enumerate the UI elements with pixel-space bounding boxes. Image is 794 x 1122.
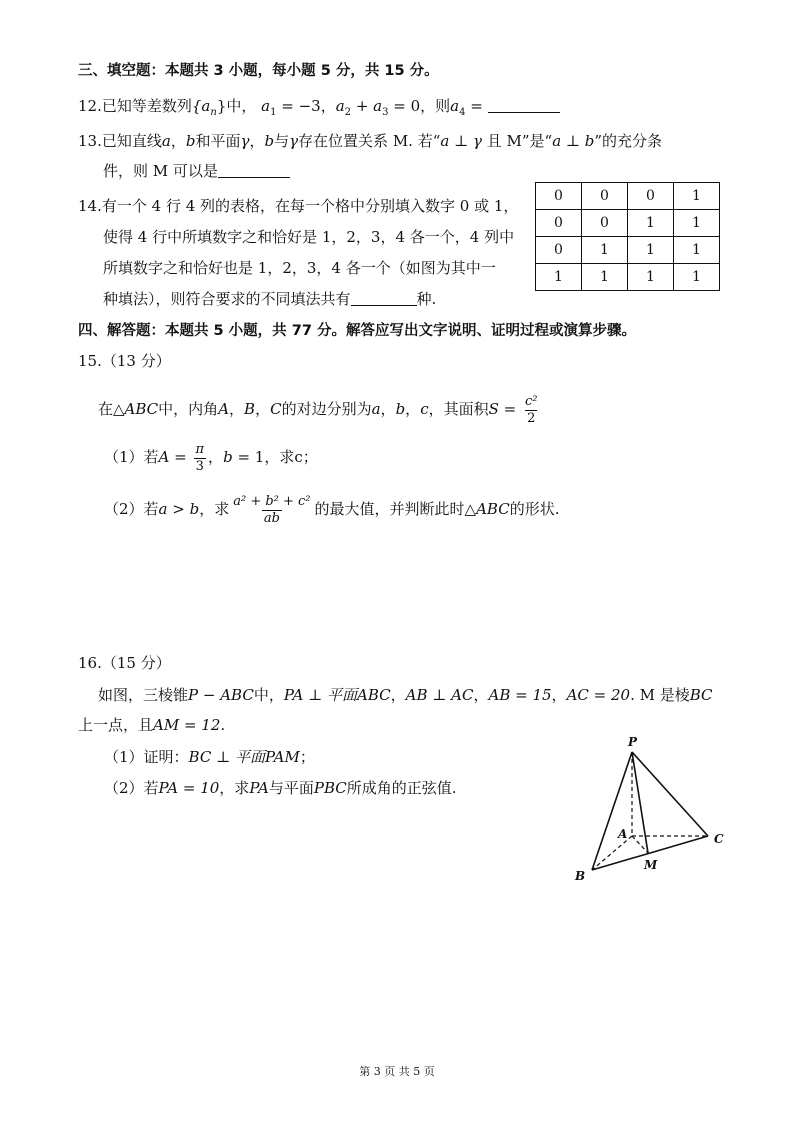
q15-intro <box>98 392 542 427</box>
table-cell: 1 <box>536 264 582 291</box>
q13-line-a: a <box>161 132 171 150</box>
q16-p1-label: （1）证明： <box>104 748 189 766</box>
q12-a4: a <box>450 97 460 115</box>
q15-part-2 <box>104 492 559 527</box>
table-cell: 1 <box>674 210 720 237</box>
q15-side-b: b <box>395 400 406 418</box>
q16-ab-15: AB = 15 <box>488 686 552 704</box>
vertex-label-a: A <box>618 827 628 841</box>
q16-pyramid-figure <box>565 730 745 890</box>
q15-p1-comma: ， <box>208 448 224 466</box>
q16-line-2 <box>78 714 225 736</box>
q15-side-a: a <box>371 400 381 418</box>
q16-comma: ， <box>473 686 489 704</box>
q13-text-f: 存在位置关系 M. 若“ <box>298 132 441 150</box>
q12-a2-sub: 2 <box>344 107 352 118</box>
q16-part-1 <box>104 746 315 768</box>
q15-p1-a: A <box>158 448 170 466</box>
section-4-header: 四、解答题：本题共 5 小题，共 77 分。解答应写出文字说明、证明过程或演算步骤。 <box>78 323 636 339</box>
q16-text-a: 如图，三棱锥 <box>98 686 189 704</box>
q12-seq-close: } <box>216 97 227 115</box>
q12-a1-eq: = −3， <box>276 97 336 115</box>
q16-am-12: AM = 12 <box>153 716 221 734</box>
q15-angle-c: C <box>270 400 282 418</box>
table-cell: 1 <box>674 183 720 210</box>
q12-text-2: 中， <box>226 97 257 115</box>
q12-a3-sub: 3 <box>382 107 389 118</box>
question-14-line-2: 使得 4 行中所填数字之和恰好是 1，2，3，4 各一个，4 列中 <box>103 228 515 246</box>
table-cell: 0 <box>582 210 628 237</box>
fraction-denominator: 3 <box>195 458 204 474</box>
q15-p1-tail: 求c； <box>279 448 318 466</box>
table-cell: 1 <box>582 237 628 264</box>
q12-a4-sub: 4 <box>459 107 466 118</box>
q16-period: . <box>220 716 226 734</box>
question-14-line-4 <box>103 288 436 310</box>
q15-p2-ask: ，求 <box>199 500 230 518</box>
q15-area-fraction <box>523 394 540 427</box>
q15-p1-fraction <box>194 442 207 475</box>
q15-comma: ， <box>380 400 396 418</box>
q12-a1-sub: 1 <box>270 107 277 118</box>
q15-side-c: c <box>420 400 429 418</box>
q16-ac-20: AC = 20 <box>566 686 631 704</box>
fraction-denominator: ab <box>263 510 280 526</box>
q15-p2-tail-2: 的形状. <box>509 500 560 518</box>
table-cell: 0 <box>628 183 674 210</box>
q15-comma: ， <box>405 400 421 418</box>
q14-answer-blank[interactable] <box>351 289 417 306</box>
q15-intro-b: 中，内角 <box>158 400 219 418</box>
q16-p1-end: ； <box>299 748 315 766</box>
q13-line-b: b <box>185 132 196 150</box>
table-cell: 1 <box>674 237 720 264</box>
fraction-numerator: a² + b² + c² <box>233 493 311 509</box>
q12-number: 12. <box>78 97 102 115</box>
q12-a3: a <box>373 97 383 115</box>
fraction-numerator: π <box>195 441 205 457</box>
q15-angle-a: A <box>218 400 230 418</box>
q15-part-1 <box>104 440 318 475</box>
q16-comma: ， <box>551 686 567 704</box>
q16-text-b: 中， <box>253 686 284 704</box>
q12-seq: {a <box>191 97 211 115</box>
table-cell: 0 <box>536 237 582 264</box>
q12-a1: a <box>261 97 271 115</box>
table-cell: 0 <box>536 183 582 210</box>
q12-eq: = <box>465 97 488 115</box>
q14-text-line-1: 有一个 4 行 4 列的表格，在每一个格中分别填入数字 0 或 1， <box>101 197 519 215</box>
q15-p1-b-eq: = 1， <box>232 448 280 466</box>
question-13-line-1 <box>78 130 662 152</box>
q15-triangle: △ABC <box>113 400 159 418</box>
q15-intro-a: 在 <box>98 400 114 418</box>
section-3-header: 三、填空题：本题共 3 小题，每小题 5 分，共 15 分。 <box>78 63 439 79</box>
question-13-line-2 <box>103 160 290 182</box>
q14-text-line-4: 种填法），则符合要求的不同填法共有 <box>103 290 351 308</box>
q13-text-g: 且 M”是“ <box>481 132 553 150</box>
q12-plus: + <box>351 97 374 115</box>
q13-text-b: ， <box>170 132 186 150</box>
edge-pb <box>592 752 632 870</box>
q13-text-h: ”的充分条 <box>594 132 663 150</box>
vertex-label-p: P <box>628 735 638 749</box>
q14-example-table <box>535 182 720 291</box>
q16-text-line-2: 上一点，且 <box>78 716 154 734</box>
q16-p2-pa-2: PA <box>249 779 269 797</box>
table-cell: 1 <box>674 264 720 291</box>
q15-angle-b: B <box>244 400 256 418</box>
q15-p2-triangle: △ABC <box>464 500 510 518</box>
q15-p2-label: （2）若 <box>104 500 159 518</box>
table-cell: 1 <box>582 264 628 291</box>
q12-eq0: = 0，则 <box>388 97 451 115</box>
q15-p1-b: b <box>223 448 233 466</box>
q13-text-d: ， <box>249 132 265 150</box>
q12-text: 已知等差数列 <box>101 97 192 115</box>
table-row <box>536 237 720 264</box>
q14-text-line-4-end: 种. <box>416 290 437 308</box>
q15-intro-d: ，其面积 <box>428 400 489 418</box>
q13-text-a: 已知直线 <box>101 132 162 150</box>
q13-number: 13. <box>78 132 102 150</box>
q12-answer-blank[interactable] <box>488 96 560 113</box>
table-row <box>536 264 720 291</box>
fraction-denominator: 2 <box>527 410 536 426</box>
q16-p2-label: （2）若 <box>104 779 159 797</box>
q13-line-b-2: b <box>264 132 275 150</box>
q15-p2-tail-1: 的最大值，并判断此时 <box>314 500 465 518</box>
q15-p1-eq: = <box>169 448 192 466</box>
q15-comma: ， <box>255 400 271 418</box>
vertex-label-m: M <box>644 858 658 872</box>
q16-pyramid: P − ABC <box>188 686 254 704</box>
q16-line-1 <box>98 684 713 706</box>
q16-p2-text-b: ，求 <box>219 779 250 797</box>
q16-ab-perp: AB ⊥ AC <box>405 686 474 704</box>
q13-plane-gamma: γ <box>240 132 250 150</box>
q13-text-line-2: 件，则 M 可以是 <box>103 162 218 180</box>
q16-number: 16.（15 分） <box>78 654 171 672</box>
q15-p2-cond: a > b <box>158 500 200 518</box>
q14-number: 14. <box>78 197 102 215</box>
question-14-line-3: 所填数字之和恰好也是 1，2，3，4 各一个（如图为其中一 <box>103 259 496 277</box>
q15-area-s: S <box>488 400 499 418</box>
q15-p2-fraction <box>231 494 312 527</box>
q16-p2-text-c: 与平面 <box>268 779 314 797</box>
table-cell: 1 <box>628 264 674 291</box>
table-cell: 0 <box>582 183 628 210</box>
q12-seq-sub: n <box>210 107 217 118</box>
q13-plane-gamma-2: γ <box>289 132 299 150</box>
table-row <box>536 210 720 237</box>
q16-p2-pa: PA = 10 <box>158 779 220 797</box>
q13-answer-blank[interactable] <box>218 161 290 178</box>
q15-comma: ， <box>229 400 245 418</box>
q16-bc: BC <box>689 686 713 704</box>
table-row <box>536 183 720 210</box>
q12-a2: a <box>335 97 345 115</box>
q16-comma: ， <box>390 686 406 704</box>
q16-part-2 <box>104 777 457 799</box>
q16-pa-perp: PA ⊥ 平面ABC <box>283 686 391 704</box>
q13-cond-2: a ⊥ b <box>552 132 595 150</box>
q15-eq: = <box>498 400 521 418</box>
vertex-label-b: B <box>575 869 586 883</box>
table-cell: 0 <box>536 210 582 237</box>
question-14-line-1 <box>78 195 518 217</box>
q16-p2-text-d: 所成角的正弦值. <box>346 779 457 797</box>
fraction-numerator: c² <box>525 393 538 409</box>
q13-text-e: 与 <box>274 132 290 150</box>
vertex-label-c: C <box>714 832 724 846</box>
q15-p1-label: （1）若 <box>104 448 159 466</box>
q13-cond-1: a ⊥ γ <box>440 132 482 150</box>
q13-text-c: 和平面 <box>195 132 241 150</box>
q15-number: 15.（13 分） <box>78 352 171 370</box>
q15-intro-c: 的对边分别为 <box>281 400 372 418</box>
q16-text-f: . M 是棱 <box>630 686 690 704</box>
q16-p1-body: BC ⊥ 平面PAM <box>188 748 300 766</box>
table-cell: 1 <box>628 210 674 237</box>
page-footer: 第 3 页 共 5 页 <box>359 1065 435 1078</box>
q16-p2-pbc: PBC <box>313 779 347 797</box>
table-cell: 1 <box>628 237 674 264</box>
question-12 <box>78 95 560 117</box>
